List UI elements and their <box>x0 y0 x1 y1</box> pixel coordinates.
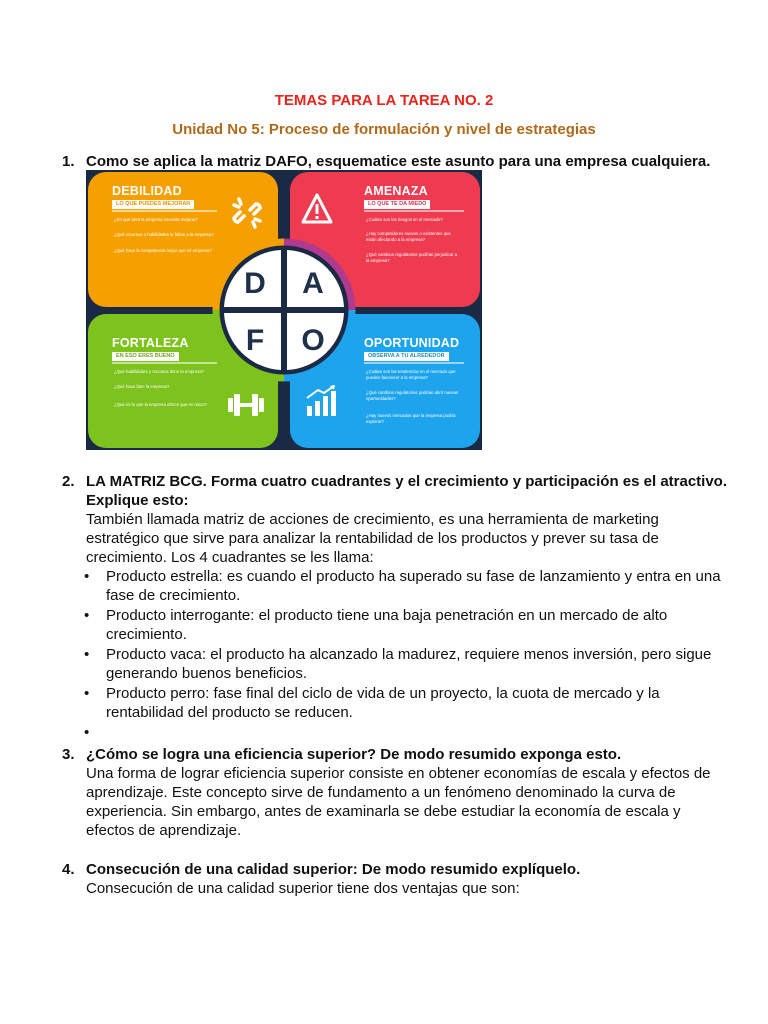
debilidad-label: LO QUE PUEDES MEJORAR <box>112 200 194 209</box>
page-subtitle: Unidad No 5: Proceso de formulación y nivel de estrategias <box>172 121 596 138</box>
list-item: • Producto estrella: es cuando el producto ha superado su fase de lanzamiento y entra en una fase de crecimiento. <box>106 567 732 605</box>
question-number: 1. <box>62 153 75 170</box>
broken-link-icon <box>230 196 264 230</box>
amenaza-item: ¿Cuáles son los riesgos en el mercado? <box>366 217 443 222</box>
dafo-letter-a: A <box>302 267 324 300</box>
oportunidad-item: ¿Hay nuevos mercados que la empresa podría explorar? <box>366 413 456 424</box>
dafo-letter-d: D <box>244 267 266 300</box>
debilidad-item: ¿Qué hace la competencia mejor que mi empresa? <box>114 248 212 253</box>
list-item <box>106 723 732 742</box>
question-number: 2. <box>62 473 75 490</box>
fortaleza-item: ¿Qué es lo que la empresa ofrece que es único? <box>114 402 207 407</box>
fortaleza-title: FORTALEZA <box>112 336 189 350</box>
answer-text: Una forma de lograr eficiencia superior consiste en obtener economías de escala y efectos de aprendizaje. Este concepto sirve de fundamento a un fenómeno denominado la curva de experiencia. Sin embargo, antes de examinarla se debe estudiar la economía de escala y efectos de aprendizaje. <box>86 765 711 839</box>
bullet-list <box>62 567 732 742</box>
amenaza-item: ¿Qué cambios regulatorios podrían perjudicar a la empresa? <box>366 252 457 263</box>
question-3 <box>62 745 732 840</box>
answer-text: También llamada matriz de acciones de crecimiento, es una herramienta de marketing estratégico que sirve para analizar la rentabilidad de los productos y prever su tasa de crecimiento. Los 4 cuadrantes se les llama: <box>86 511 659 566</box>
fortaleza-item: ¿Qué hace bien la empresa? <box>114 384 170 389</box>
oportunidad-item: ¿Qué cambios regulatorios podrían abrir nuevas oportunidades? <box>366 390 459 401</box>
divider <box>364 362 464 364</box>
question-number: 3. <box>62 746 75 763</box>
debilidad-item: ¿Qué recursos o habilidades le faltan a la empresa? <box>114 232 214 237</box>
oportunidad-label: OBSERVA A TU ALREDEDOR <box>364 352 449 361</box>
growth-chart-icon <box>304 384 338 418</box>
divider <box>364 210 464 212</box>
center-ring <box>210 236 358 384</box>
question-4 <box>62 860 732 898</box>
dumbbell-icon <box>226 392 266 418</box>
question-heading: ¿Cómo se logra una eficiencia superior? De modo resumido exponga esto. <box>86 746 622 763</box>
page-title: TEMAS PARA LA TAREA NO. 2 <box>274 92 494 109</box>
divider <box>112 362 217 364</box>
question-heading: LA MATRIZ BCG. Forma cuatro cuadrantes y el crecimiento y participación es el atractivo. Explique esto: <box>86 473 728 509</box>
question-heading: Como se aplica la matriz DAFO, esquematice este asunto para una empresa cualquiera. <box>86 153 711 170</box>
amenaza-item: ¿Hay competidores nuevos o existentes que están afectando a la empresa? <box>366 231 451 242</box>
warning-icon <box>300 192 334 226</box>
amenaza-label: LO QUE TE DA MIEDO <box>364 200 430 209</box>
debilidad-title: DEBILIDAD <box>112 184 182 198</box>
question-2 <box>62 472 732 743</box>
question-number: 4. <box>62 861 75 878</box>
question-heading: Consecución de una calidad superior: De modo resumido explíquelo. <box>86 861 581 878</box>
list-item: • Producto interrogante: el producto tiene una baja penetración en un mercado de alto crecimiento. <box>106 606 732 644</box>
dafo-letter-f: F <box>245 324 265 357</box>
divider <box>112 210 217 212</box>
debilidad-item: ¿En qué área la empresa necesita mejorar? <box>114 217 198 222</box>
dafo-letter-o: O <box>301 324 325 357</box>
dafo-diagram <box>86 170 482 450</box>
list-item: • Producto vaca: el producto ha alcanzado la madurez, requiere menos inversión, pero sigue generando buenos beneficios. <box>106 645 732 683</box>
question-1 <box>62 152 732 171</box>
amenaza-title: AMENAZA <box>364 184 428 198</box>
fortaleza-label: EN ESO ERES BUENO <box>112 352 179 361</box>
list-item: • Producto perro: fase final del ciclo de vida de un proyecto, la cuota de mercado y la rentabilidad del producto se reducen. <box>106 684 732 722</box>
fortaleza-item: ¿Qué habilidades y recursos tiene la empresa? <box>114 369 205 374</box>
oportunidad-title: OPORTUNIDAD <box>364 336 460 350</box>
oportunidad-item: ¿Cuáles son las tendencias en el mercado que pueden favorecer a la empresa? <box>366 369 456 380</box>
answer-text: Consecución de una calidad superior tiene dos ventajas que son: <box>86 880 520 897</box>
